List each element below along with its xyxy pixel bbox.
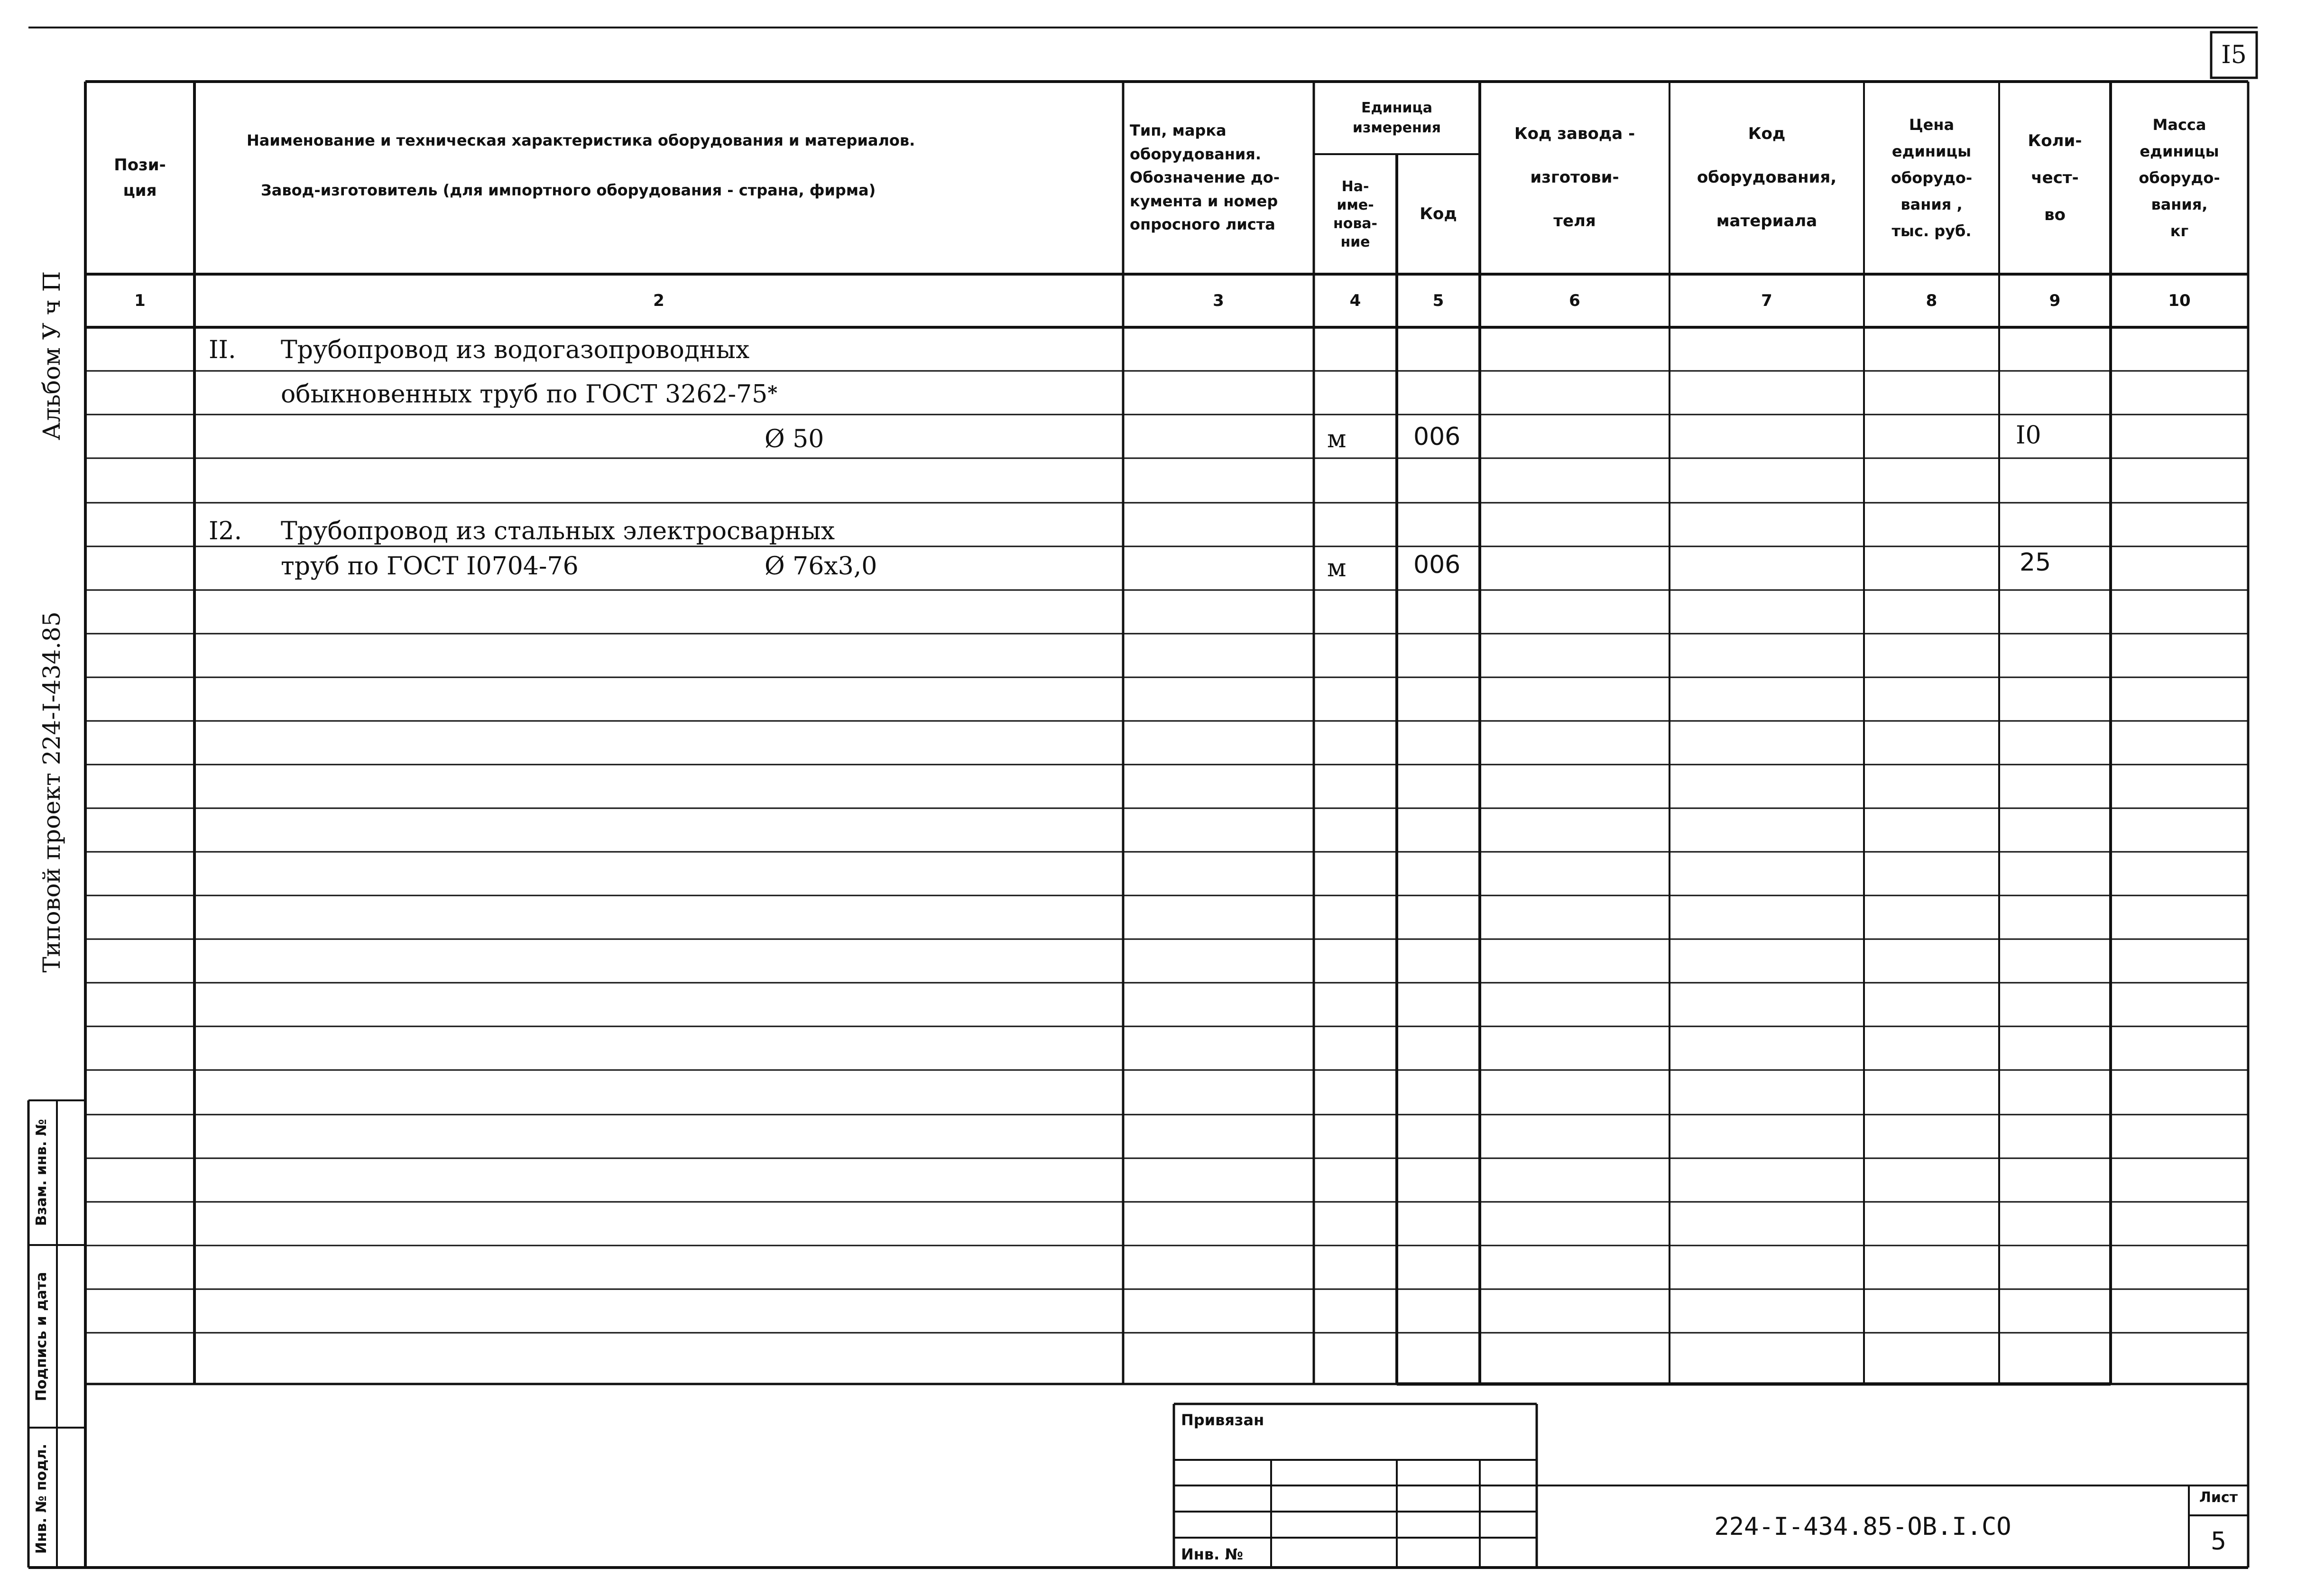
header-quantity: Коли- чест- во [2028,131,2082,225]
colnum-8: 8 [1926,291,1937,310]
side-album-title: Альбом У ч П [38,271,65,441]
colnum-7: 7 [1761,291,1772,310]
document-code: 224-I-434.85-ОВ.I.СО [1714,1512,2011,1541]
stamp-signature-date: Подпись и дата [33,1272,50,1402]
item11-name-line1: Трубопровод из водогазопроводных [281,336,750,364]
header-unit-name: На- име- нова- ние [1333,178,1378,250]
colnum-10: 10 [2168,291,2191,310]
header-factory-code: Код завода - изготови- теля [1514,124,1635,231]
item11-quantity: I0 [2016,421,2041,450]
item12-quantity: 25 [2020,548,2051,577]
item11-size: Ø 50 [765,425,824,453]
colnum-9: 9 [2049,291,2061,310]
header-unit-group: Единица измерения [1352,99,1441,136]
item12-unit: м [1327,554,1347,582]
item12-size: Ø 76х3,0 [765,552,877,581]
header-equipment-code: Код оборудования, материала [1697,124,1837,231]
item12-name-line1: Трубопровод из стальных электросварных [281,517,835,545]
header-unit-mass: Масса единицы оборудо- вания, кг [2139,116,2220,240]
stamp-vzam-inv: Взам. инв. № [33,1119,50,1226]
header-unit-price: Цена единицы оборудо- вания , тыс. руб. [1891,116,1973,240]
colnum-2: 2 [653,291,664,310]
item11-unit-code: 006 [1413,423,1461,451]
sheet-number: I5 [2221,41,2247,69]
stamp-privyazan: Привязан [1181,1411,1264,1429]
list-number: 5 [2210,1527,2227,1556]
header-position: Пози- ция [114,155,166,200]
header-name [194,82,1123,274]
item11-mark: * [767,382,778,404]
header-name-line2: Завод-изготовитель (для импортного оборудования - страна, фирма) [261,181,876,199]
item11-name-line2-wrap [281,380,778,409]
side-project-title: Типовой проект 224-I-434.85 [38,611,65,973]
item12-unit-code: 006 [1413,551,1461,579]
item12-position: I2. [209,517,242,545]
colnum-5: 5 [1432,291,1444,310]
colnum-1: 1 [134,291,146,310]
item11-unit: м [1327,425,1347,453]
item11-position: II. [209,336,236,364]
stamp-inv-podl: Инв. № подл. [33,1443,50,1554]
colnum-6: 6 [1569,291,1580,310]
list-label: Лист [2199,1489,2238,1506]
header-name-line1: Наименование и техническая характеристика оборудования и материалов. [247,131,915,149]
colnum-3: 3 [1213,291,1224,310]
item12-name-line2: труб по ГОСТ I0704-76 [281,552,579,581]
stamp-inv-no: Инв. № [1181,1545,1243,1563]
header-type-mark: Тип, марка оборудования. Обозначение до- кумента и номер опросного листа [1130,121,1280,234]
colnum-4: 4 [1349,291,1361,310]
item11-name-line2: обыкновенных труб по ГОСТ 3262-75 [281,380,768,409]
header-unit-code: Код [1420,204,1457,224]
